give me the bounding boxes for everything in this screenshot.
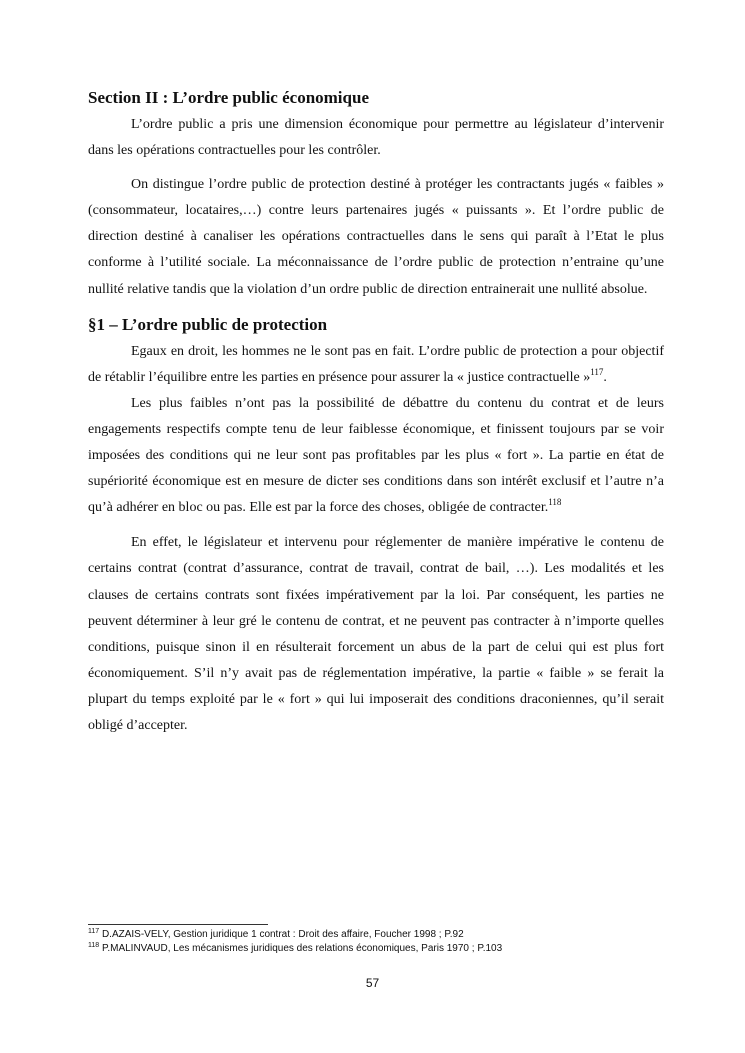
page-number: 57 xyxy=(365,976,380,990)
subsection-paragraph-1-text: Egaux en droit, les hommes ne le sont pas en fait. L’ordre public de protection a pour objectif de rétablir l’équilibre entre les parties en présence pour assurer la « justice contractuelle » xyxy=(88,343,664,385)
footnotes xyxy=(88,924,678,956)
footnote-number: 118 xyxy=(88,942,100,949)
footnote-separator xyxy=(88,924,268,925)
subsection-paragraph-3: En effet, le législateur et intervenu pour réglementer de manière impérative le contenu de certains contrat (contrat d’assurance, contrat de travail, contrat de bail, …). Les modalités et les clauses de certains contrats sont fixées impérativement par la loi. Par conséquent, les parties ne peuvent déterminer à leur gré le contenu de contrat, et ne peuvent pas contracter à n’importe quelles conditions, puisque sinon il en résulterait forcement un abus de la part de celui qui est plus fort économiquement. S’il n’y avait pas de réglementation impérative, la partie « faible » se ferait la plupart du temps exploité par le « fort » qui lui imposerait des conditions draconiennes, qu’il serait obligé d’accepter. xyxy=(88,535,664,733)
footnote-text: P.MALINVAUD, Les mécanismes juridiques des relations économiques, Paris 1970 ; P.103 xyxy=(101,943,503,954)
footnote-118 xyxy=(88,942,678,956)
subsection-heading: §1 – L’ordre public de protection xyxy=(88,314,328,334)
subsection-paragraph-1-end: . xyxy=(603,369,607,385)
footnote-number: 117 xyxy=(88,928,100,935)
page-body xyxy=(88,86,664,739)
section-paragraph-2: On distingue l’ordre public de protection destiné à protéger les contractants jugés « faibles » (consommateur, locataires,…) contre leurs partenaires jugés « puissants ». Et l’ordre public de direction destiné à canaliser les opérations contractuelles dans le sens qui paraît à l’Etat le plus conforme à l’utilité sociale. La méconnaissance de l’ordre public de protection n’entraine qu’une nullité relative tandis que la violation d’un ordre public de direction entrainerait une nullité absolue. xyxy=(88,177,664,297)
subsection-paragraph-2 xyxy=(88,391,664,521)
footnote-ref-117[interactable]: 117 xyxy=(590,366,604,377)
subsection-paragraph-2-text: Les plus faibles n’ont pas la possibilité de débattre du contenu du contrat et de leurs engagements respectifs compte tenu de leur faiblesse économique, et finissent toujours par se voir imposées des conditions qui ne leur sont pas profitables par les plus « fort ». La partie en état de supériorité économique est en mesure de dicter ses conditions dans son intérêt exclusif et l’autre n’a qu’à adhérer en bloc ou pas. Elle est par la force des choses, obligée de contracter. xyxy=(88,395,664,516)
footnote-117 xyxy=(88,928,678,942)
subsection-paragraph-1 xyxy=(88,339,664,391)
footnote-text: D.AZAIS-VELY, Gestion juridique 1 contrat : Droit des affaire, Foucher 1998 ; P.92 xyxy=(101,929,464,940)
section-heading: Section II : L’ordre public économique xyxy=(88,88,369,107)
footnote-ref-118[interactable]: 118 xyxy=(548,497,562,508)
section-paragraph-1: L’ordre public a pris une dimension économique pour permettre au législateur d’intervenir dans les opérations contractuelles pour les contrôler. xyxy=(88,117,664,159)
